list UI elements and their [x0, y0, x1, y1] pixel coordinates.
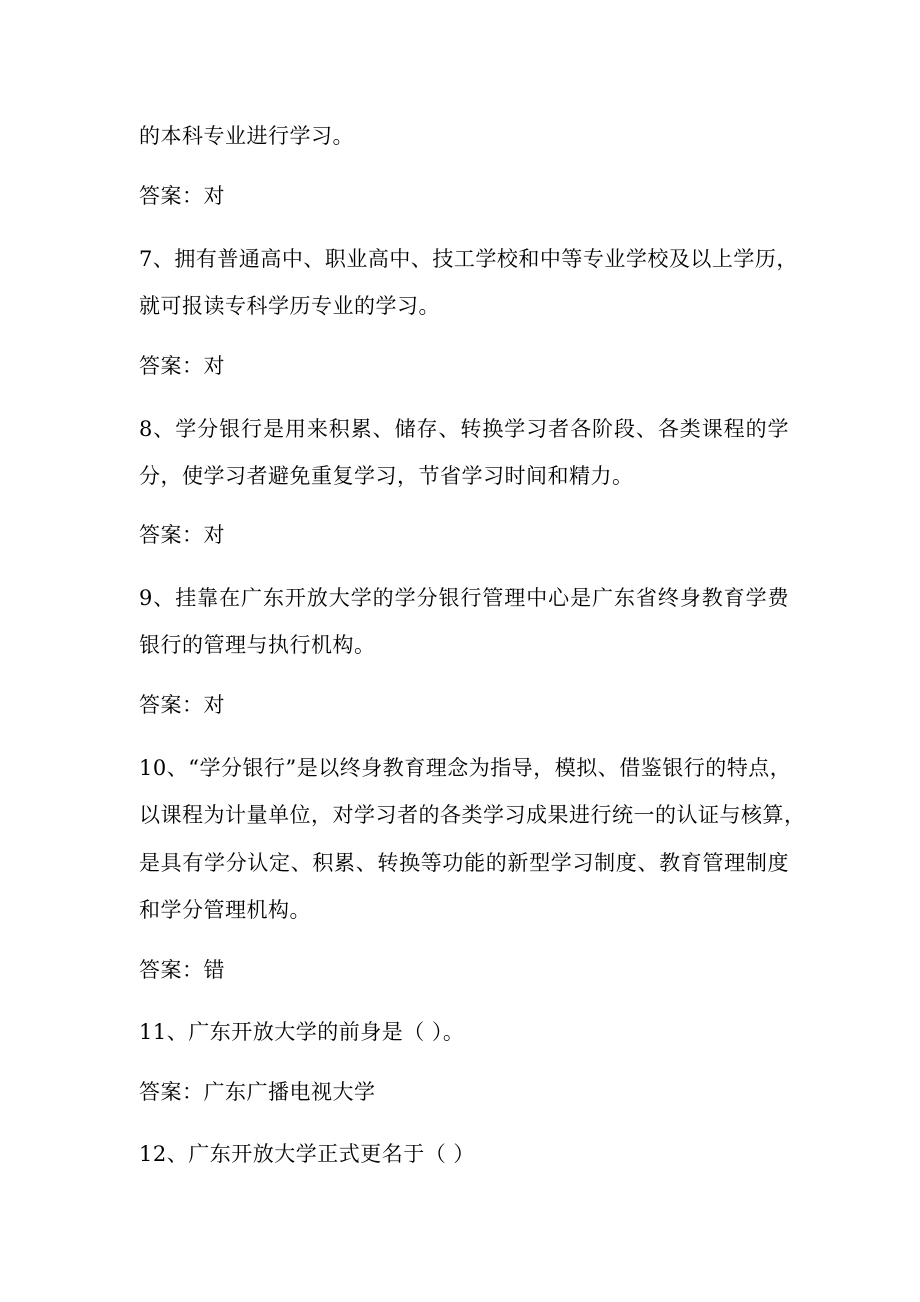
q7-text-line-2: 就可报读专科学历专业的学习。 — [139, 294, 440, 318]
q9-answer: 答案：对 — [139, 693, 225, 717]
q8-answer: 答案：对 — [139, 523, 225, 547]
q10-answer: 答案：错 — [139, 958, 225, 982]
q7-answer: 答案：对 — [139, 354, 225, 378]
q6-answer: 答案：对 — [139, 184, 225, 208]
q10-text-line-1: 10、“学分银行”是以终身教育理念为指导，模拟、借鉴银行的特点， — [139, 756, 792, 780]
q11-answer: 答案：广东广播电视大学 — [139, 1080, 376, 1104]
q9-text-line-1: 9、挂靠在广东开放大学的学分银行管理中心是广东省终身教育学费 — [139, 586, 789, 610]
q8-text-line-2: 分，使学习者避免重复学习，节省学习时间和精力。 — [139, 464, 634, 488]
q12-text: 12、广东开放大学正式更名于（ ） — [139, 1142, 475, 1166]
q6-text-line-2: 的本科专业进行学习。 — [139, 124, 354, 148]
q11-text: 11、广东开放大学的前身是（ ）。 — [139, 1020, 465, 1044]
q7-text-line-1: 7、拥有普通高中、职业高中、技工学校和中等专业学校及以上学历， — [139, 247, 798, 271]
q10-text-line-3: 是具有学分认定、积累、转换等功能的新型学习制度、教育管理制度 — [139, 851, 789, 875]
q8-text-line-1: 8、学分银行是用来积累、储存、转换学习者各阶段、各类课程的学 — [139, 417, 789, 441]
q10-text-line-2: 以课程为计量单位，对学习者的各类学习成果进行统一的认证与核算， — [139, 803, 806, 827]
q9-text-line-2: 银行的管理与执行机构。 — [139, 633, 376, 657]
q10-text-line-4: 和学分管理机构。 — [139, 898, 311, 922]
